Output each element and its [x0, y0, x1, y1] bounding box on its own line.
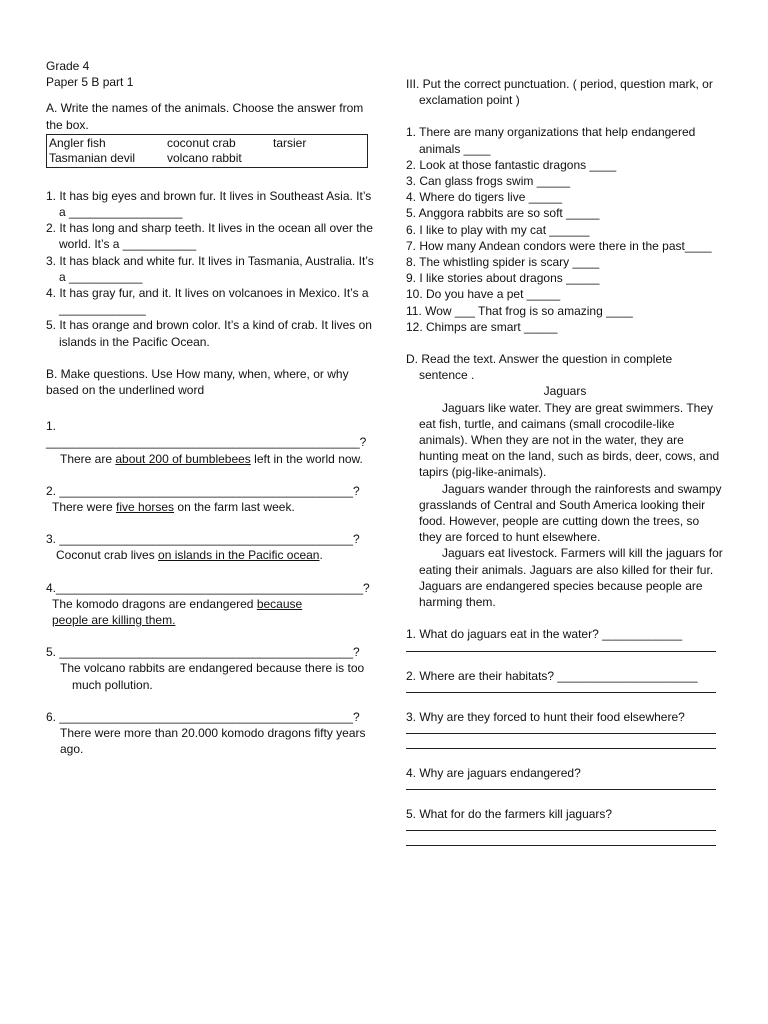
passage-paragraph: Jaguars eat livestock. Farmers will kill the jaguars for eating their animals. Jaguars are also killed for their fur. Jaguars are endangered species because people are harming them. — [419, 546, 723, 610]
punctuation-item: 9. I like stories about dragons _____ — [406, 271, 600, 286]
answer-box-row — [49, 151, 363, 166]
right-column — [406, 76, 724, 846]
jaguar-question-4: 4. Why are jaguars endangered? — [406, 765, 581, 780]
punctuation-item: 2. Look at those fantastic dragons ____ — [406, 157, 617, 172]
section-d-instruction: D. Read the text. Answer the question in complete sentence . — [406, 352, 673, 383]
section-a-item: 5. It has orange and brown color. It’s a kind of crab. It lives on islands in the Pacific Ocean. — [46, 318, 372, 349]
passage-paragraph: Jaguars wander through the rainforests and swampy grasslands of Central and South America looking their food. However, people are cutting down the trees, so they are forced to hunt elsewhere. — [419, 481, 722, 545]
answer-line[interactable] — [406, 734, 716, 749]
answer-box — [46, 134, 368, 168]
punctuation-item: 5. Anggora rabbits are so soft _____ — [406, 206, 600, 221]
box-word: Tasmanian devil — [49, 150, 136, 165]
answer-line[interactable] — [406, 725, 716, 734]
question-4-blank[interactable]: 4.______________________________________________? — [46, 580, 370, 595]
question-1-blank[interactable]: _______________________________________________? — [46, 435, 367, 450]
jaguar-question-5: 5. What for do the farmers kill jaguars? — [406, 807, 613, 822]
left-column — [46, 58, 376, 758]
paper-label: Paper 5 B part 1 — [46, 75, 134, 90]
box-word: Angler fish — [49, 135, 106, 150]
section-b-instruction: B. Make questions. Use How many, when, where, or why based on the underlined word — [46, 366, 349, 398]
section-a-item: 2. It has long and sharp teeth. It lives in the ocean all over the world. It’s a ___________ — [46, 221, 373, 252]
statement-text: The komodo dragons are endangered — [52, 596, 257, 611]
answer-box-row — [49, 136, 363, 151]
grade-label: Grade 4 — [46, 59, 90, 73]
box-word: volcano rabbit — [167, 150, 242, 165]
punctuation-item: 8. The whistling spider is scary ____ — [406, 255, 600, 270]
punctuation-item: 4. Where do tigers live _____ — [406, 190, 563, 205]
jaguar-question-1: 1. What do jaguars eat in the water? ____________ — [406, 627, 683, 642]
box-word: coconut crab — [167, 135, 236, 150]
statement-text: . — [319, 548, 323, 563]
passage-title: Jaguars — [543, 384, 587, 399]
section-a-item: 4. It has gray fur, and it. It lives on volcanoes in Mexico. It’s a _____________ — [46, 286, 369, 317]
question-6-statement: There were more than 20.000 komodo dragons fifty years ago. — [60, 726, 366, 757]
question-3-blank[interactable]: 3. ____________________________________________? — [46, 532, 360, 547]
section-c-instruction: III. Put the correct punctuation. ( period, question mark, or exclamation point ) — [406, 77, 713, 108]
question-5-blank[interactable]: 5. ____________________________________________? — [46, 645, 360, 660]
section-a-item: 1. It has big eyes and brown fur. It lives in Southeast Asia. It’s a _________________ — [46, 188, 372, 220]
section-a-item: 3. It has black and white fur. It lives in Tasmania, Australia. It’s a ___________ — [46, 253, 374, 284]
punctuation-item: 10. Do you have a pet _____ — [406, 287, 561, 302]
punctuation-item: 7. How many Andean condors were there in the past____ — [406, 238, 712, 253]
jaguar-question-3: 3. Why are they forced to hunt their food elsewhere? — [406, 709, 685, 724]
answer-line[interactable] — [406, 781, 716, 790]
question-1-number: 1. — [46, 419, 57, 434]
question-2-statement — [46, 499, 376, 515]
underlined-word: five horses — [116, 500, 175, 515]
statement-text: There are — [60, 451, 116, 466]
question-2-blank[interactable]: 2. ____________________________________________? — [46, 483, 360, 498]
answer-line[interactable] — [406, 822, 716, 831]
question-1-statement — [46, 451, 376, 467]
punctuation-item: 6. I like to play with my cat ______ — [406, 222, 590, 237]
punctuation-item: 11. Wow ___ That frog is so amazing ____ — [406, 303, 633, 318]
punctuation-item: 1. There are many organizations that help endangered animals ____ — [406, 125, 696, 156]
question-4-statement — [46, 596, 376, 628]
underlined-word: people are killing them. — [52, 613, 176, 628]
statement-text: left in the world now. — [250, 451, 363, 466]
question-5-statement: The volcano rabbits are endangered because there is too much pollution. — [60, 661, 365, 692]
underlined-word: about 200 of bumblebees — [115, 451, 251, 466]
underlined-word: on islands in the Pacific ocean — [158, 548, 320, 563]
jaguar-question-2: 2. Where are their habitats? _____________________ — [406, 668, 698, 683]
question-6-blank[interactable]: 6. ____________________________________________? — [46, 709, 360, 724]
question-3-statement — [46, 547, 376, 563]
box-word: tarsier — [273, 135, 307, 150]
answer-line[interactable] — [406, 643, 716, 652]
statement-text: Coconut crab lives — [56, 548, 159, 563]
passage-paragraph: Jaguars like water. They are great swimmers. They eat fish, turtle, and caimans (small crocodile-like animals). When they are not in the water, they are hunting meat on the land, such as birds, deer, cows, and tapirs (pig-like-animals). — [419, 400, 720, 480]
statement-text: There were — [52, 500, 117, 515]
box-word — [273, 151, 363, 166]
answer-line[interactable] — [406, 684, 716, 693]
underlined-word: because — [256, 596, 303, 611]
punctuation-item: 12. Chimps are smart _____ — [406, 319, 558, 334]
section-a-instruction: A. Write the names of the animals. Choose the answer from the box. — [46, 101, 364, 132]
answer-line[interactable] — [406, 831, 716, 846]
statement-text: on the farm last week. — [174, 500, 295, 515]
punctuation-item: 3. Can glass frogs swim _____ — [406, 174, 571, 189]
